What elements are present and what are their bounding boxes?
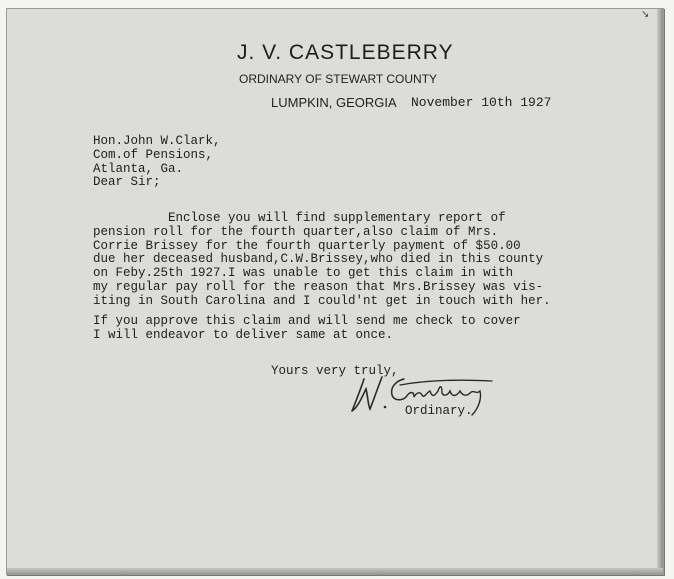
body-line: iting in South Carolina and I could'nt get in touch with her.	[93, 293, 551, 308]
letter-date: November 10th 1927	[411, 95, 552, 110]
page-edge-bottom	[7, 568, 663, 574]
body-line: on Feby.25th 1927.I was unable to get this claim in with	[93, 266, 514, 281]
letter-sheet	[6, 8, 664, 575]
body-paragraph-2	[93, 315, 521, 343]
body-line: If you approve this claim and will send me check to cover	[93, 314, 521, 328]
body-line: pension roll for the fourth quarter,also claim of Mrs.	[93, 224, 499, 239]
recipient-address	[93, 135, 221, 190]
page-edge-right	[657, 9, 663, 574]
valediction: Yours very truly,	[271, 364, 399, 378]
recipient-line: Hon.John W.Clark,	[93, 134, 221, 148]
letterhead-office: ORDINARY OF STEWART COUNTY	[239, 72, 438, 86]
letterhead-name: J. V. CASTLEBERRY	[237, 41, 454, 64]
body-line: due her deceased husband,C.W.Brissey,who died in this county	[93, 252, 544, 267]
body-line: my regular pay roll for the reason that Mrs.Brissey was vis-	[93, 279, 544, 294]
corner-mark-icon: ↘	[641, 9, 650, 20]
body-line: Corrie Brissey for the fourth quarterly payment of $50.00	[93, 238, 521, 253]
signer-title: Ordinary.	[405, 404, 473, 418]
recipient-line: Com.of Pensions,	[93, 147, 214, 162]
body-paragraph-1	[93, 212, 551, 309]
recipient-line: Atlanta, Ga.	[93, 161, 184, 176]
body-line: I will endeavor to deliver same at once.	[93, 327, 394, 342]
letterhead-place: LUMPKIN, GEORGIA	[271, 95, 397, 110]
body-line: Enclose you will find supplementary report of	[93, 211, 506, 225]
salutation: Dear Sir;	[93, 175, 161, 190]
